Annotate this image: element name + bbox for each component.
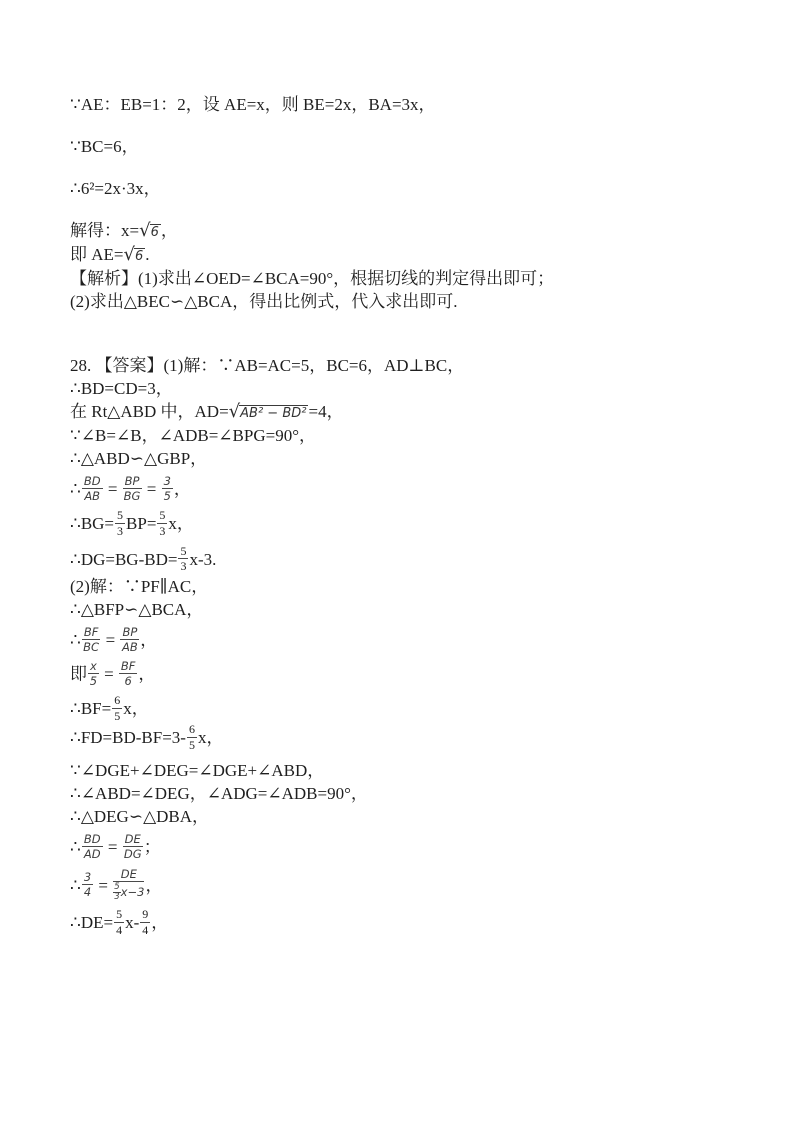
radical-sign-icon: √ — [123, 244, 135, 266]
fraction — [112, 694, 122, 722]
line-bg-result: ∴BG= $\frac{5}{3}$ BP= $\frac{5}{3}$ x， — [70, 508, 194, 538]
radicand: 6 — [134, 249, 144, 265]
fraction-numerator: 5 — [180, 543, 187, 558]
fraction — [82, 833, 103, 860]
fraction-denominator: 5 — [188, 737, 195, 752]
fraction-numerator: DE — [124, 832, 141, 847]
line-jiexi-2: (2)求出△BEC∽△BCA，得出比例式，代入求出即可. — [70, 292, 458, 312]
fraction-numerator: DE — [113, 868, 144, 882]
line-ae-result: 即 AE=√6 . — [70, 244, 150, 266]
line-ratio-bf-bc: ∴ $\frac{BF}{BC}$ = $\frac{BP}{AB}$ ， — [70, 624, 158, 654]
line-sim-abd-gbp: ∴△ABD∽△GBP， — [70, 449, 208, 469]
radicand: 6 — [150, 225, 159, 241]
fraction-numerator: 5 — [117, 508, 124, 523]
fraction — [140, 908, 150, 936]
fraction — [82, 871, 93, 898]
fraction-denominator: AB — [84, 489, 101, 504]
line-ratio-bd-ad: ∴ $\frac{BD}{AD}$ = $\frac{DE}{DG}$ ； — [70, 832, 161, 862]
fraction-numerator: 5 — [159, 508, 166, 523]
line-ae-ratio: ∵AE：EB=1：2，设 AE=x，则 BE=2x，BA=3x， — [70, 95, 436, 114]
fraction-denominator: 4 — [142, 923, 149, 938]
line-bf-result: ∴BF= $\frac{6}{5}$ x， — [70, 693, 149, 723]
line-sim-bfp-bca: ∴△BFP∽△BCA， — [70, 599, 204, 619]
fraction-denominator: AD — [83, 847, 101, 862]
line-solve-x: 解得：x=√6 ， — [70, 220, 178, 242]
line-de-result: ∴DE= $\frac{5}{4}$ x- $\frac{9}{4}$ ， — [70, 907, 169, 938]
fraction — [178, 545, 188, 573]
fraction-numerator: 6 — [114, 693, 121, 708]
line-angle-sum: ∵∠DGE+∠DEG=∠DGE+∠ABD， — [70, 761, 325, 781]
fraction — [113, 883, 120, 902]
fraction — [123, 475, 142, 502]
fraction-denominator: 5 — [89, 673, 98, 688]
fraction-numerator: 5 — [116, 907, 123, 922]
line-bc-6: ∵BC=6， — [70, 137, 139, 156]
radical-sign-icon: √ — [228, 401, 241, 423]
fraction — [82, 626, 101, 653]
radical-sign-icon: √ — [139, 220, 151, 242]
fraction-denominator: 4 — [83, 884, 92, 899]
fraction-denominator: 3 — [180, 559, 187, 574]
fraction-numerator: BF — [83, 624, 99, 639]
line-angle-eq: ∴∠ABD=∠DEG，∠ADG=∠ADB=90°， — [70, 784, 368, 804]
line-jiexi-1: 【解析】(1)求出∠OED=∠BCA=90°，根据切线的判定得出即可； — [70, 269, 555, 289]
line-6sq: ∴6²=2x·3x， — [70, 179, 161, 198]
line-bd-cd-3: ∴BD=CD=3， — [70, 379, 173, 399]
radicand: AB² − BD² — [240, 406, 307, 422]
fraction-denominator: BG — [123, 489, 141, 504]
fraction-denominator: 6 — [124, 673, 132, 688]
fraction-numerator: BD — [83, 832, 101, 847]
line-angle-b: ∵∠B=∠B，∠ADB=∠BPG=90°， — [70, 426, 316, 446]
fraction-denominator: 3 — [159, 524, 166, 538]
fraction-denominator: 4 — [116, 923, 123, 938]
square-root-expression — [139, 220, 161, 242]
line-28-answer: 28. 【答案】(1)解：∵AB=AC=5，BC=6，AD⊥BC， — [70, 356, 465, 376]
fraction — [120, 626, 139, 653]
fraction-denominator: 3 — [117, 524, 124, 538]
fraction — [157, 509, 167, 537]
fraction-denominator: DG — [123, 847, 142, 862]
fraction — [82, 475, 103, 502]
fraction — [119, 660, 138, 687]
square-root-expression — [229, 401, 309, 423]
square-root-expression — [124, 244, 146, 266]
fraction — [162, 475, 173, 502]
fraction-numerator: 3 — [83, 869, 92, 884]
fraction-numerator: 9 — [142, 907, 149, 922]
fraction-denominator: 5 — [114, 708, 121, 723]
fraction-numerator: x — [90, 658, 97, 673]
fraction-denominator: $\frac{5}{3}$ x−3 — [114, 881, 145, 902]
fraction — [187, 723, 197, 751]
fraction — [115, 509, 125, 537]
fraction-denominator: BC — [83, 639, 100, 654]
line-ratio-bd-ab: ∴ $\frac{BD}{AB}$ = $\frac{BP}{BG}$ = $\frac{3}{5}$ ， — [70, 474, 191, 504]
fraction-denominator: AB — [121, 639, 138, 654]
line-ratio-3-4: ∴ $\frac{3}{4}$ = DE $\frac{5}{3}$ x−3 ， — [70, 866, 163, 902]
line-part2-start: (2)解：∵PF∥AC， — [70, 576, 209, 596]
fraction-numerator: BP — [124, 474, 140, 489]
fraction-denominator: 3 — [114, 891, 120, 902]
fraction-numerator: 6 — [188, 722, 195, 737]
line-fd-result: ∴FD=BD-BF=3- $\frac{6}{5}$ x， — [70, 722, 224, 752]
fraction-numerator: 3 — [163, 474, 171, 489]
fraction-numerator: 5 — [114, 881, 120, 892]
line-sim-deg-dba: ∴△DEG∽△DBA， — [70, 807, 210, 827]
line-rt-abd: 在 Rt△ABD 中，AD=√AB² − BD² =4， — [70, 401, 344, 423]
fraction — [114, 908, 124, 936]
fraction — [123, 833, 143, 860]
fraction-numerator: BF — [120, 658, 136, 673]
fraction — [88, 660, 99, 687]
fraction-denominator: 5 — [163, 489, 171, 504]
fraction — [113, 868, 144, 902]
line-ratio-x-5: 即 $\frac{x}{5}$ = $\frac{BF}{6}$ ， — [70, 658, 156, 688]
line-dg-result: ∴DG=BG-BD= $\frac{5}{3}$ x-3. — [70, 543, 217, 574]
fraction-numerator: BD — [83, 474, 101, 489]
fraction-numerator: BP — [122, 624, 138, 639]
